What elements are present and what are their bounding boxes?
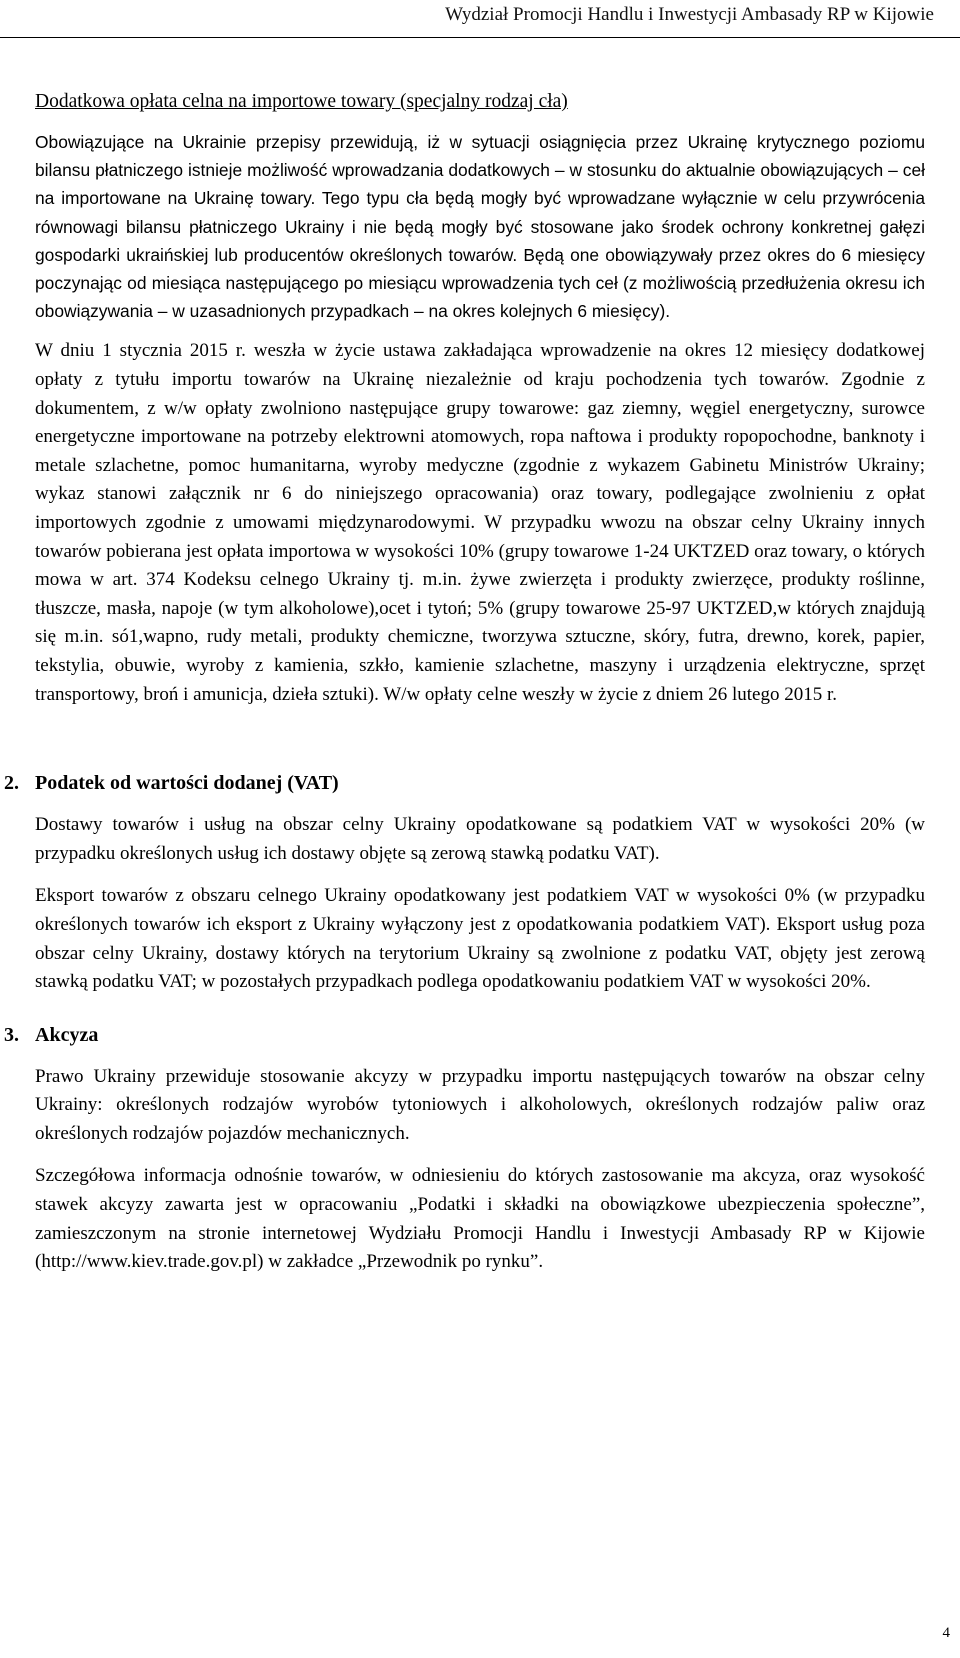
section-excise-number: 3. bbox=[4, 1023, 19, 1046]
section-vat-heading bbox=[4, 769, 925, 797]
section-excise-title: Akcyza bbox=[35, 1023, 99, 1046]
section-customs-title: Dodatkowa opłata celna na importowe towary (specjalny rodzaj cła) bbox=[35, 91, 568, 112]
document-body bbox=[4, 88, 925, 1277]
header-title: Wydział Promocji Handlu i Inwestycji Ambasady RP w Kijowie bbox=[445, 4, 934, 25]
excise-paragraph-2: Szczegółowa informacja odnośnie towarów, w odniesieniu do których zastosowanie ma akcyza, oraz wysokość stawek akcyzy zawarta jest w opracowaniu „Podatki i składki na obowiązkowe ubezpieczenia społeczne”, zamieszczonym na stronie internetowej Wydziału Promocji Handlu i Inwestycji Ambasady RP w Kijowie (http://www.kiev.trade.gov.pl) w zakładce „Przewodnik po rynku”. bbox=[35, 1165, 925, 1273]
page-header bbox=[0, 0, 960, 38]
excise-paragraph-1: Prawo Ukrainy przewiduje stosowanie akcyzy w przypadku importu następujących towarów na obszar celny Ukrainy: określonych rodzajów wyrobów tytoniowych i alkoholowych, określonych rodzajów paliw oraz określonych rodzajów pojazdów mechanicznych. bbox=[35, 1065, 925, 1144]
customs-paragraph-1: Obowiązujące na Ukrainie przepisy przewidują, iż w sytuacji osiągnięcia przez Ukrainę krytycznego poziomu bilansu płatniczego istnieje możliwość wprowadzania dodatkowych – w stosunku do aktualnie obowiązujących – ceł na importowane na Ukrainę towary. Tego typu cła będą mogły być wprowadzane wyłącznie w celu przywrócenia równowagi bilansu płatniczego Ukrainy i nie będą mogły być stosowane jako środek ochrony konkretnej gałęzi gospodarki ukraińskiej lub producentów określonych towarów. Będą one obowiązywały przez okres do 6 miesięcy poczynając od miesiąca następującego po miesiącu wprowadzenia tych ceł (z możliwością przedłużenia okresu ich obowiązywania – w uzasadnionych przypadkach – na okres kolejnych 6 miesięcy). bbox=[35, 132, 925, 322]
section-vat-title: Podatek od wartości dodanej (VAT) bbox=[35, 772, 339, 795]
vat-paragraph-2: Eksport towarów z obszaru celnego Ukrainy opodatkowany jest podatkiem VAT w wysokości 0% (w przypadku określonych towarów ich eksport z Ukrainy wyłączony jest z opodatkowania podatkiem VAT). Eksport usług poza obszar celny Ukrainy, dostawy których na terytorium Ukrainy są zwolnione z podatku VAT, objęty jest zerową stawką podatku VAT; w pozostałych przypadkach podlega opodatkowaniu podatkiem VAT w wysokości 20%. bbox=[35, 885, 925, 993]
customs-paragraph-2: W dniu 1 stycznia 2015 r. weszła w życie ustawa zakładająca wprowadzenie na okres 12 miesięcy dodatkowej opłaty z tytułu importu towarów na Ukrainę niezależnie od kraju pochodzenia tych towarów. Zgodnie z dokumentem, z w/w opłaty zwolniono następujące grupy towarowe: gaz ziemny, węgiel energetyczny, surowce energetyczne importowane na potrzeby elektrowni atomowych, ropa naftowa i produkty ropopochodne, banknoty i metale szlachetne, pomoc humanitarna, wyroby medyczne (zgodnie z wykazem Gabinetu Ministrów Ukrainy; wykaz stanowi załącznik nr 6 do niniejszego opracowania) oraz towary, podlegające zwolnieniu z opłat importowych zgodnie z umowami międzynarodowymi. W przypadku wwozu na obszar celny Ukrainy innych towarów pobierana jest opłata importowa w wysokości 10% (grupy towarowe 1-24 UKTZED oraz towary, o których mowa w art. 374 Kodeksu celnego Ukrainy tj. m.in. żywe zwierzęta i produkty zwierzęce, produkty roślinne, tłuszcze, masła, napoje (w tym alkoholowe),ocet i tytoń; 5% (grupy towarowe 25-97 UKTZED,w których znajdują się m.in. só1,wapno, rudy metali, produkty chemiczne, tworzywa sztuczne, skóry, futra, drewno, korek, papier, tekstylia, obuwie, wyroby z kamienia, szkło, kamienie szlachetne, maszyny i urządzenia elektryczne, sprzęt transportowy, broń i amunicja, dzieła sztuki). W/w opłaty celne weszły w życie z dniem 26 lutego 2015 r. bbox=[35, 340, 925, 705]
section-excise-heading bbox=[4, 1021, 925, 1049]
page-number: 4 bbox=[942, 1625, 950, 1641]
vat-paragraph-1: Dostawy towarów i usług na obszar celny Ukrainy opodatkowane są podatkiem VAT w wysokości 20% (w przypadku określonych usług ich dostawy objęte są zerową stawką podatku VAT). bbox=[35, 814, 925, 864]
section-vat-number: 2. bbox=[4, 772, 19, 795]
